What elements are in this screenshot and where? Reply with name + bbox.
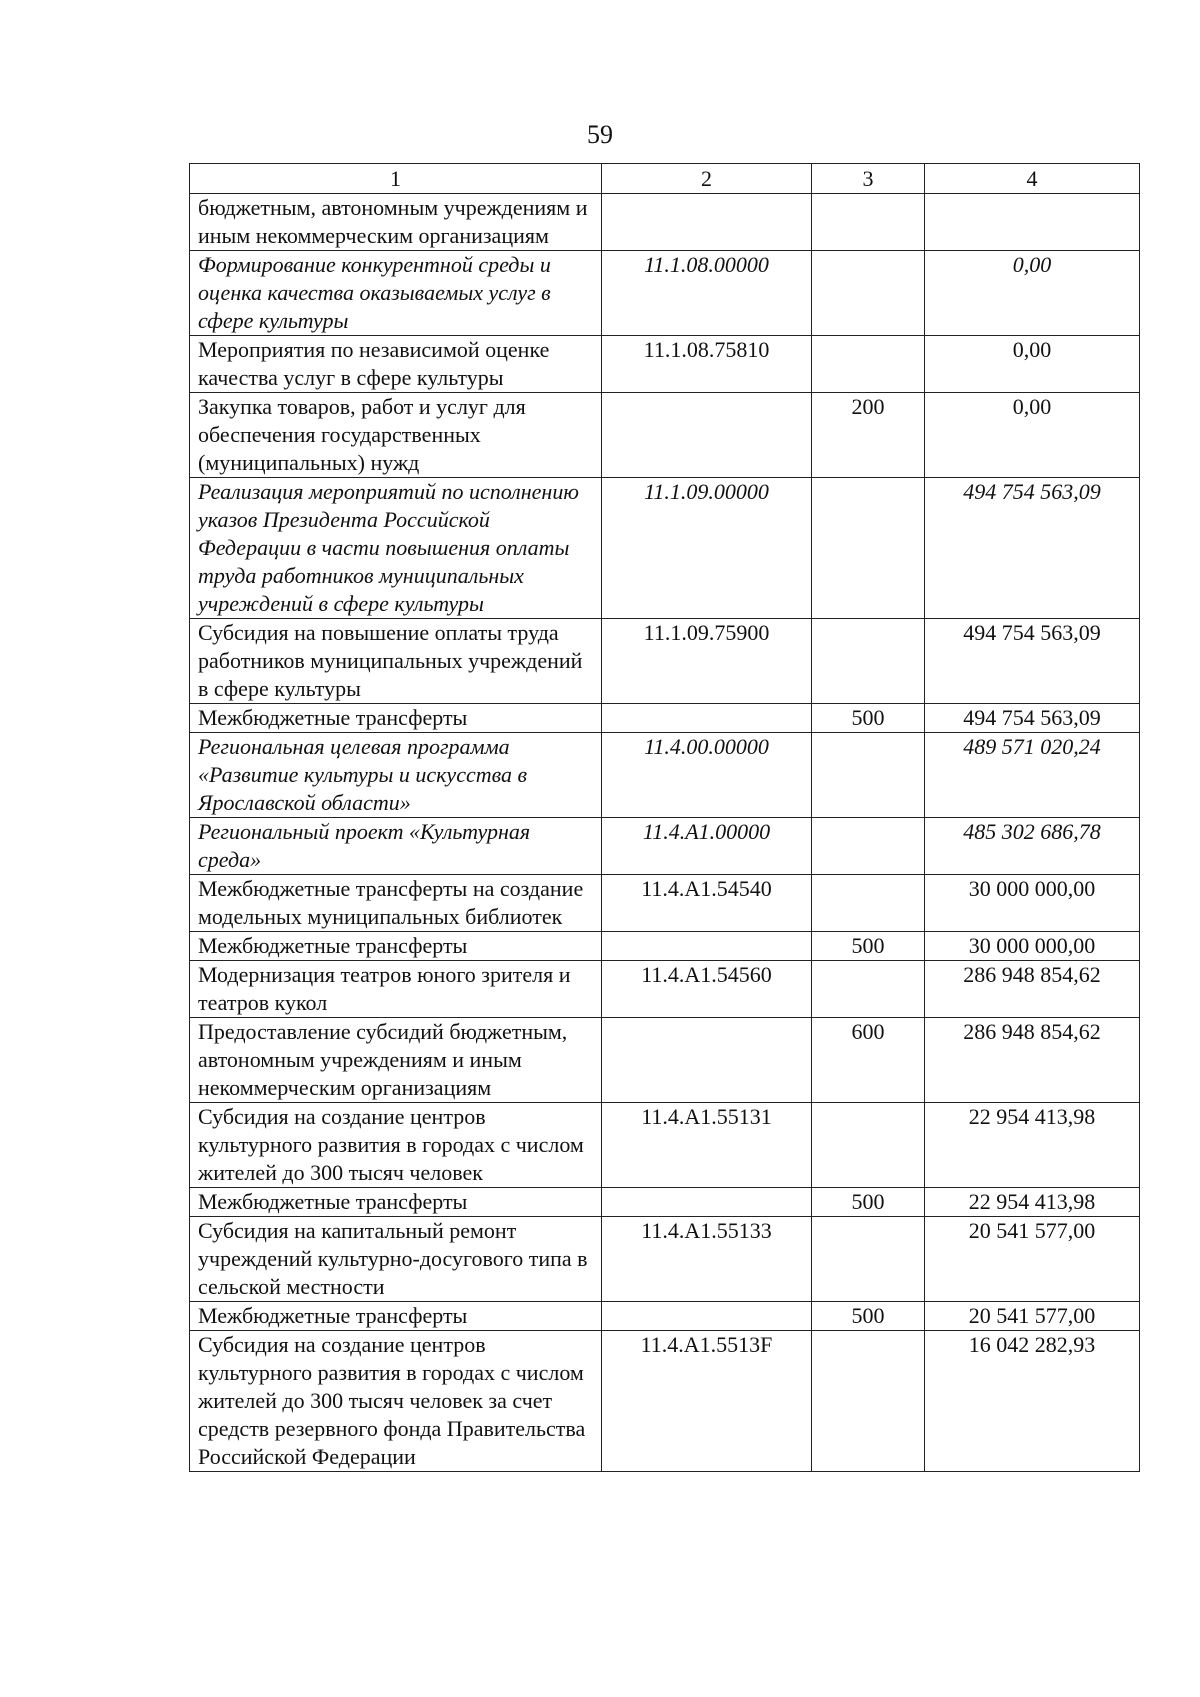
row-amount-cell: 286 948 854,62 (925, 961, 1140, 1018)
row-code-cell: 11.1.09.00000 (602, 478, 812, 619)
row-type-cell (812, 1331, 925, 1472)
row-amount-cell: 494 754 563,09 (925, 704, 1140, 733)
table-row (190, 818, 1140, 875)
table-row (190, 704, 1140, 733)
row-type-cell (812, 1217, 925, 1302)
row-amount-cell: 30 000 000,00 (925, 875, 1140, 932)
row-type-cell (812, 619, 925, 704)
table-row (190, 619, 1140, 704)
row-name-cell: Закупка товаров, работ и услуг для обеспечения государственных (муниципальных) нужд (190, 393, 602, 478)
row-amount-cell: 20 541 577,00 (925, 1302, 1140, 1331)
row-type-cell (812, 818, 925, 875)
row-code-cell: 11.4.А1.5513F (602, 1331, 812, 1472)
table-row (190, 733, 1140, 818)
row-code-cell: 11.4.А1.55131 (602, 1103, 812, 1188)
row-code-cell: 11.4.А1.54560 (602, 961, 812, 1018)
row-amount-cell: 489 571 020,24 (925, 733, 1140, 818)
row-amount-cell (925, 194, 1140, 251)
row-name-cell: Субсидия на создание центров культурного развития в городах с числом жителей до 300 тысяч человек за счет средств резервного фонда Правительства Российской Федерации (190, 1331, 602, 1472)
row-amount-cell: 16 042 282,93 (925, 1331, 1140, 1472)
row-code-cell: 11.4.А1.00000 (602, 818, 812, 875)
row-code-cell: 11.4.00.00000 (602, 733, 812, 818)
row-amount-cell: 0,00 (925, 336, 1140, 393)
row-amount-cell: 286 948 854,62 (925, 1018, 1140, 1103)
row-name-cell: бюджетным, автономным учреждениям и иным некоммерческим организациям (190, 194, 602, 251)
row-name-cell: Межбюджетные трансферты на создание модельных муниципальных библиотек (190, 875, 602, 932)
row-type-cell (812, 875, 925, 932)
row-type-cell: 500 (812, 932, 925, 961)
row-amount-cell: 22 954 413,98 (925, 1188, 1140, 1217)
row-code-cell: 11.1.08.00000 (602, 251, 812, 336)
row-name-cell: Межбюджетные трансферты (190, 932, 602, 961)
row-amount-cell: 22 954 413,98 (925, 1103, 1140, 1188)
row-type-cell (812, 733, 925, 818)
row-name-cell: Субсидия на повышение оплаты труда работников муниципальных учреждений в сфере культуры (190, 619, 602, 704)
row-type-cell: 500 (812, 704, 925, 733)
row-code-cell (602, 704, 812, 733)
row-name-cell: Региональный проект «Культурная среда» (190, 818, 602, 875)
row-amount-cell: 30 000 000,00 (925, 932, 1140, 961)
row-code-cell (602, 1302, 812, 1331)
row-name-cell: Межбюджетные трансферты (190, 1188, 602, 1217)
row-name-cell: Субсидия на капитальный ремонт учреждений культурно-досугового типа в сельской местности (190, 1217, 602, 1302)
row-name-cell: Формирование конкурентной среды и оценка качества оказываемых услуг в сфере культуры (190, 251, 602, 336)
row-amount-cell: 485 302 686,78 (925, 818, 1140, 875)
row-type-cell (812, 1103, 925, 1188)
column-header-1: 1 (190, 164, 602, 194)
table-row (190, 932, 1140, 961)
row-type-cell (812, 194, 925, 251)
budget-table (189, 163, 1140, 1472)
row-code-cell: 11.1.09.75900 (602, 619, 812, 704)
table-row (190, 1103, 1140, 1188)
table-row (190, 251, 1140, 336)
table-row (190, 1188, 1140, 1217)
table-row (190, 1018, 1140, 1103)
row-code-cell (602, 194, 812, 251)
row-code-cell (602, 1188, 812, 1217)
row-type-cell: 500 (812, 1188, 925, 1217)
row-name-cell: Межбюджетные трансферты (190, 704, 602, 733)
table-row (190, 1217, 1140, 1302)
row-code-cell (602, 1018, 812, 1103)
row-type-cell (812, 251, 925, 336)
row-amount-cell: 494 754 563,09 (925, 619, 1140, 704)
row-code-cell: 11.4.А1.55133 (602, 1217, 812, 1302)
row-amount-cell: 494 754 563,09 (925, 478, 1140, 619)
row-type-cell: 600 (812, 1018, 925, 1103)
row-name-cell: Реализация мероприятий по исполнению указов Президента Российской Федерации в части повышения оплаты труда работников муниципальных учреждений в сфере культуры (190, 478, 602, 619)
row-code-cell (602, 932, 812, 961)
table-row (190, 875, 1140, 932)
table-row (190, 393, 1140, 478)
column-header-3: 3 (812, 164, 925, 194)
table-row (190, 478, 1140, 619)
table-row (190, 194, 1140, 251)
row-type-cell: 500 (812, 1302, 925, 1331)
column-header-4: 4 (925, 164, 1140, 194)
column-header-2: 2 (602, 164, 812, 194)
row-name-cell: Региональная целевая программа «Развитие культуры и искусства в Ярославской области» (190, 733, 602, 818)
row-type-cell: 200 (812, 393, 925, 478)
table-row (190, 1302, 1140, 1331)
row-code-cell (602, 393, 812, 478)
row-name-cell: Субсидия на создание центров культурного развития в городах с числом жителей до 300 тысяч человек (190, 1103, 602, 1188)
row-name-cell: Межбюджетные трансферты (190, 1302, 602, 1331)
row-amount-cell: 0,00 (925, 251, 1140, 336)
page-number: 59 (587, 120, 613, 149)
row-name-cell: Мероприятия по независимой оценке качества услуг в сфере культуры (190, 336, 602, 393)
row-amount-cell: 0,00 (925, 393, 1140, 478)
row-type-cell (812, 961, 925, 1018)
row-code-cell: 11.4.А1.54540 (602, 875, 812, 932)
row-name-cell: Предоставление субсидий бюджетным, автономным учреждениям и иным некоммерческим организациям (190, 1018, 602, 1103)
row-type-cell (812, 478, 925, 619)
row-type-cell (812, 336, 925, 393)
table-row (190, 961, 1140, 1018)
row-code-cell: 11.1.08.75810 (602, 336, 812, 393)
table-row (190, 1331, 1140, 1472)
row-name-cell: Модернизация театров юного зрителя и театров кукол (190, 961, 602, 1018)
table-header-row (190, 164, 1140, 194)
row-amount-cell: 20 541 577,00 (925, 1217, 1140, 1302)
table-row (190, 336, 1140, 393)
